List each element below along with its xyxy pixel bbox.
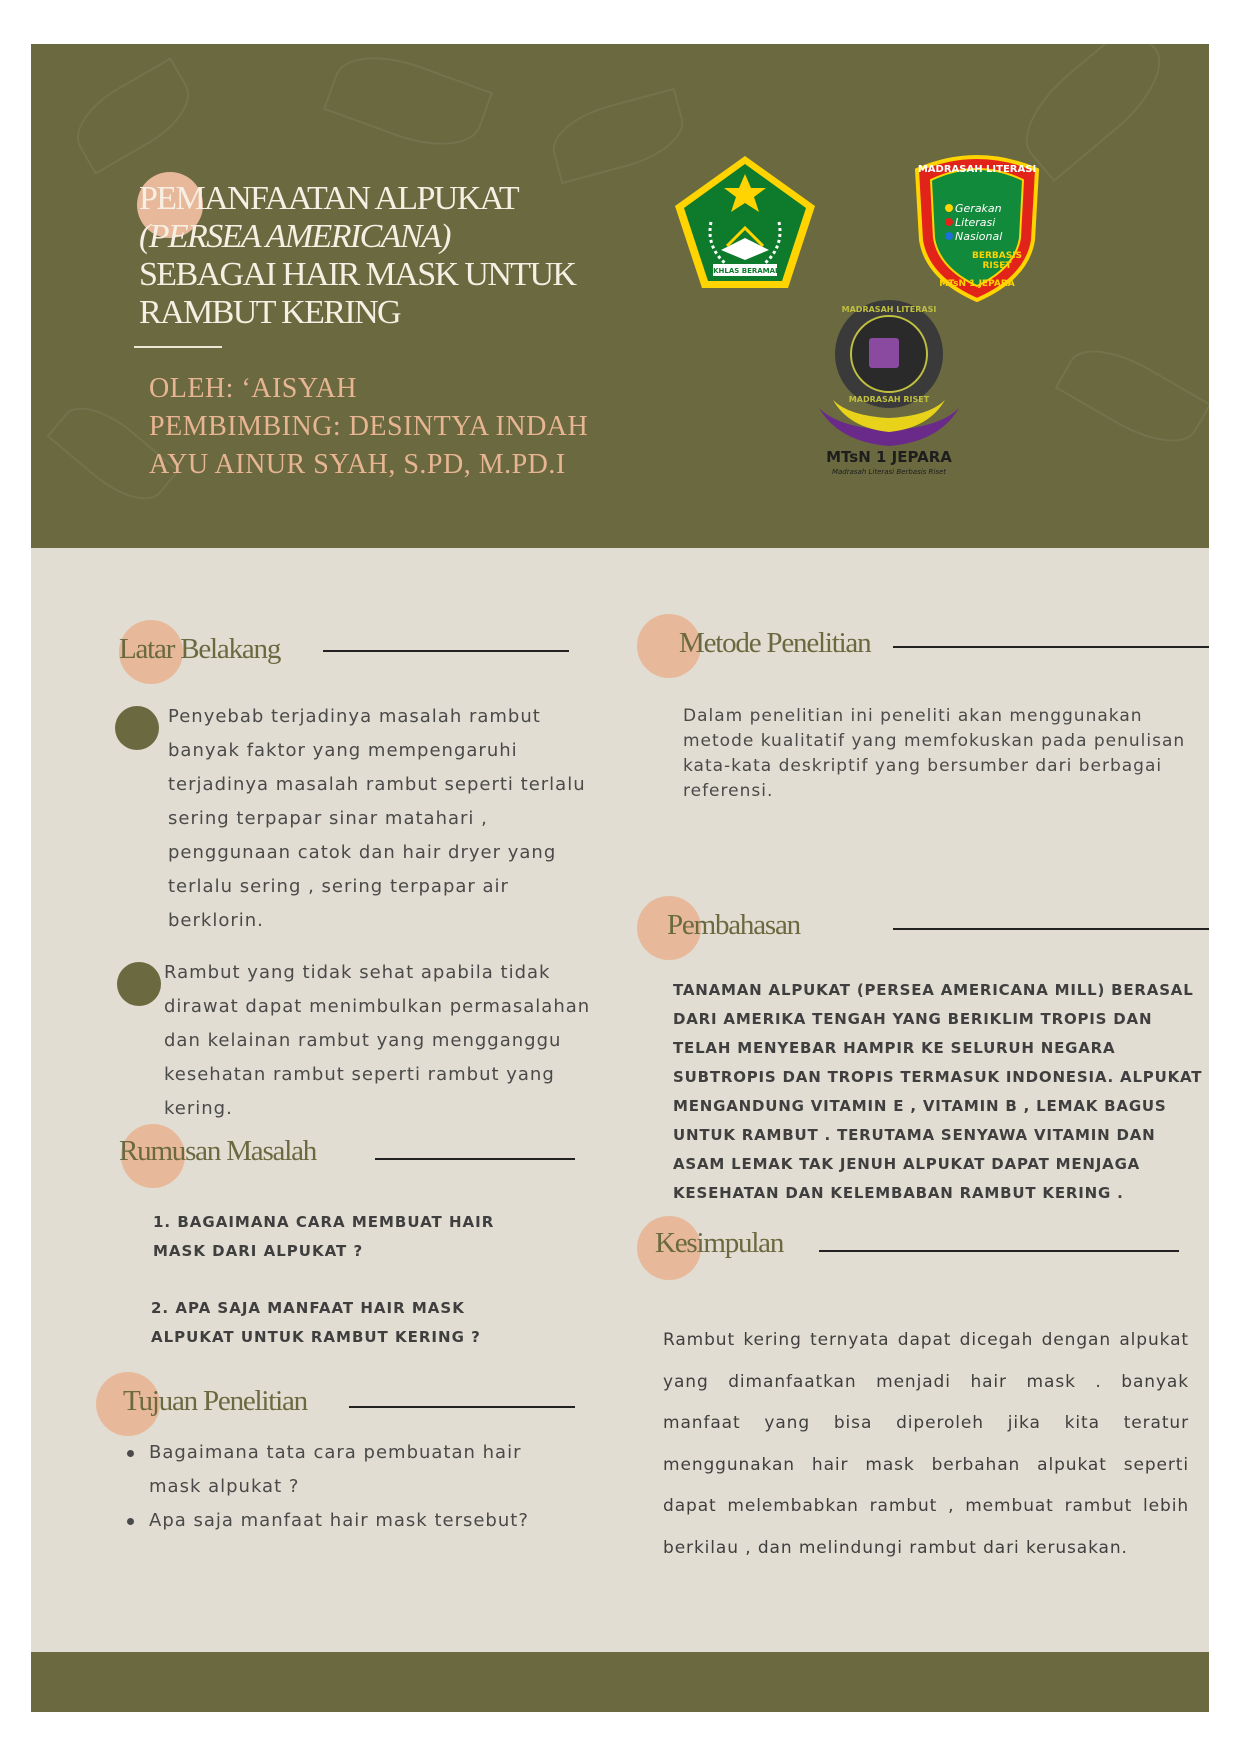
kesimpulan-paragraph: Rambut kering ternyata dapat dicegah dengan alpukat yang dimanfaatkan menjadi hair mask . banyak manfaat yang bisa diperoleh jika kita teratur menggunakan hair mask berbahan alpukat seperti dapat melembabkan rambut , membuat rambut lebih berkilau , dan melindungi rambut dari kerusakan. bbox=[663, 1330, 1189, 1558]
section-title-tujuan-penelitian: Tujuan Penelitian bbox=[123, 1385, 307, 1417]
rumusan-item: 2. APA SAJA MANFAAT HAIR MASK ALPUKAT UNTUK RAMBUT KERING ? bbox=[151, 1299, 481, 1346]
title-line: SEBAGAI HAIR MASK UNTUK bbox=[139, 256, 576, 293]
bullet-icon bbox=[127, 1450, 134, 1457]
title-line: RAMBUT KERING bbox=[139, 294, 400, 331]
author-line: OLEH: ‘AISYAH bbox=[149, 373, 357, 404]
badge-berbasis-text: BERBASIS bbox=[971, 251, 1023, 261]
section-title-pembahasan: Pembahasan bbox=[667, 909, 800, 941]
metode-penelitian-paragraph: Dalam penelitian ini peneliti akan menggunakan metode kualitatif yang memfokuskan pada penulisan kata-kata deskriptif yang bersumber dari berbagai referensi. bbox=[683, 706, 1186, 801]
decorative-leaf bbox=[545, 88, 691, 185]
tujuan-item-text: Apa saja manfaat hair mask tersebut? bbox=[149, 1510, 529, 1531]
title-line: (PERSEA AMERICANA) bbox=[139, 218, 450, 255]
badge-bottom-text: MTsN 1 JEPARA bbox=[939, 279, 1015, 289]
kemenag-logo-icon bbox=[671, 152, 819, 292]
badge-riset-text: RISET bbox=[982, 261, 1012, 271]
tujuan-item-text: Bagaimana tata cara pembuatan hair mask alpukat ? bbox=[149, 1442, 522, 1497]
madrasah-literasi-badge-icon bbox=[909, 150, 1045, 302]
emblem-bottom-text: MADRASAH RISET bbox=[848, 395, 930, 404]
decorative-leaf bbox=[1055, 332, 1209, 459]
badge-line: Literasi bbox=[955, 216, 996, 229]
rumusan-item: 1. BAGAIMANA CARA MEMBUAT HAIR MASK DARI ALPUKAT ? bbox=[153, 1213, 495, 1260]
badge-line: Gerakan bbox=[955, 202, 1002, 215]
emblem-tagline: Madrasah Literasi Berbasis Riset bbox=[831, 468, 947, 476]
decorative-leaf bbox=[63, 57, 202, 174]
poster-title bbox=[139, 180, 639, 332]
poster bbox=[31, 44, 1209, 1712]
section-title-latar-belakang: Latar Belakang bbox=[119, 633, 281, 665]
section-divider bbox=[349, 1406, 575, 1408]
title-divider bbox=[134, 346, 222, 348]
badge-line: Nasional bbox=[955, 230, 1003, 243]
kemenag-banner-text: IKHLAS BERAMAL bbox=[710, 267, 780, 275]
bullet-dot bbox=[115, 706, 159, 750]
advisor-line: PEMBIMBING: DESINTYA INDAH bbox=[149, 411, 589, 442]
title-line: PEMANFAATAN ALPUKAT bbox=[139, 180, 519, 217]
list-item bbox=[127, 1504, 547, 1538]
section-divider bbox=[375, 1158, 575, 1160]
section-title-metode-penelitian: Metode Penelitian bbox=[679, 627, 871, 659]
section-title-rumusan-masalah: Rumusan Masalah bbox=[119, 1135, 317, 1167]
author-byline bbox=[149, 370, 649, 484]
latar-belakang-paragraph-1: Penyebab terjadinya masalah rambut banyak faktor yang mempengaruhi terjadinya masalah rambut seperti terlalu sering terpapar sinar matahari , penggunaan catok dan hair dryer yang terlalu sering , sering terpapar air berklorin. bbox=[168, 706, 586, 931]
tujuan-list bbox=[127, 1436, 547, 1538]
list-item bbox=[127, 1436, 547, 1504]
badge-top-text: MADRASAH LITERASI bbox=[917, 164, 1037, 175]
header-banner bbox=[31, 44, 1209, 548]
section-divider bbox=[323, 650, 569, 652]
section-title-kesimpulan: Kesimpulan bbox=[655, 1227, 784, 1259]
bullet-icon bbox=[127, 1518, 134, 1525]
emblem-top-text: MADRASAH LITERASI bbox=[841, 305, 937, 314]
pembahasan-paragraph: TANAMAN ALPUKAT (PERSEA AMERICANA MILL) BERASAL DARI AMERIKA TENGAH YANG BERIKLIM TROPIS DAN TELAH MENYEBAR HAMPIR KE SELURUH NEGARA SUBTROPIS DAN TROPIS TERMASUK INDONESIA. ALPUKAT MENGANDUNG VITAMIN E , VITAMIN B , LEMAK BAGUS UNTUK RAMBUT . TERUTAMA SENYAWA VITAMIN DAN ASAM LEMAK TAK JENUH ALPUKAT DAPAT MENJAGA KESEHATAN DAN KELEMBABAN RAMBUT KERING . bbox=[673, 981, 1203, 1202]
mtsn-1-jepara-emblem-icon bbox=[789, 296, 989, 476]
advisor-line: AYU AINUR SYAH, S.PD, M.PD.I bbox=[149, 449, 566, 480]
section-divider bbox=[893, 928, 1209, 930]
section-divider bbox=[893, 646, 1209, 648]
footer-bar bbox=[31, 1652, 1209, 1712]
section-divider bbox=[819, 1250, 1179, 1252]
emblem-school-name: MTsN 1 JEPARA bbox=[826, 448, 952, 466]
latar-belakang-paragraph-2: Rambut yang tidak sehat apabila tidak dirawat dapat menimbulkan permasalahan dan kelainan rambut yang mengganggu kesehatan rambut seperti rambut yang kering. bbox=[164, 962, 591, 1119]
decorative-leaf bbox=[323, 44, 493, 162]
bullet-dot bbox=[117, 962, 161, 1006]
